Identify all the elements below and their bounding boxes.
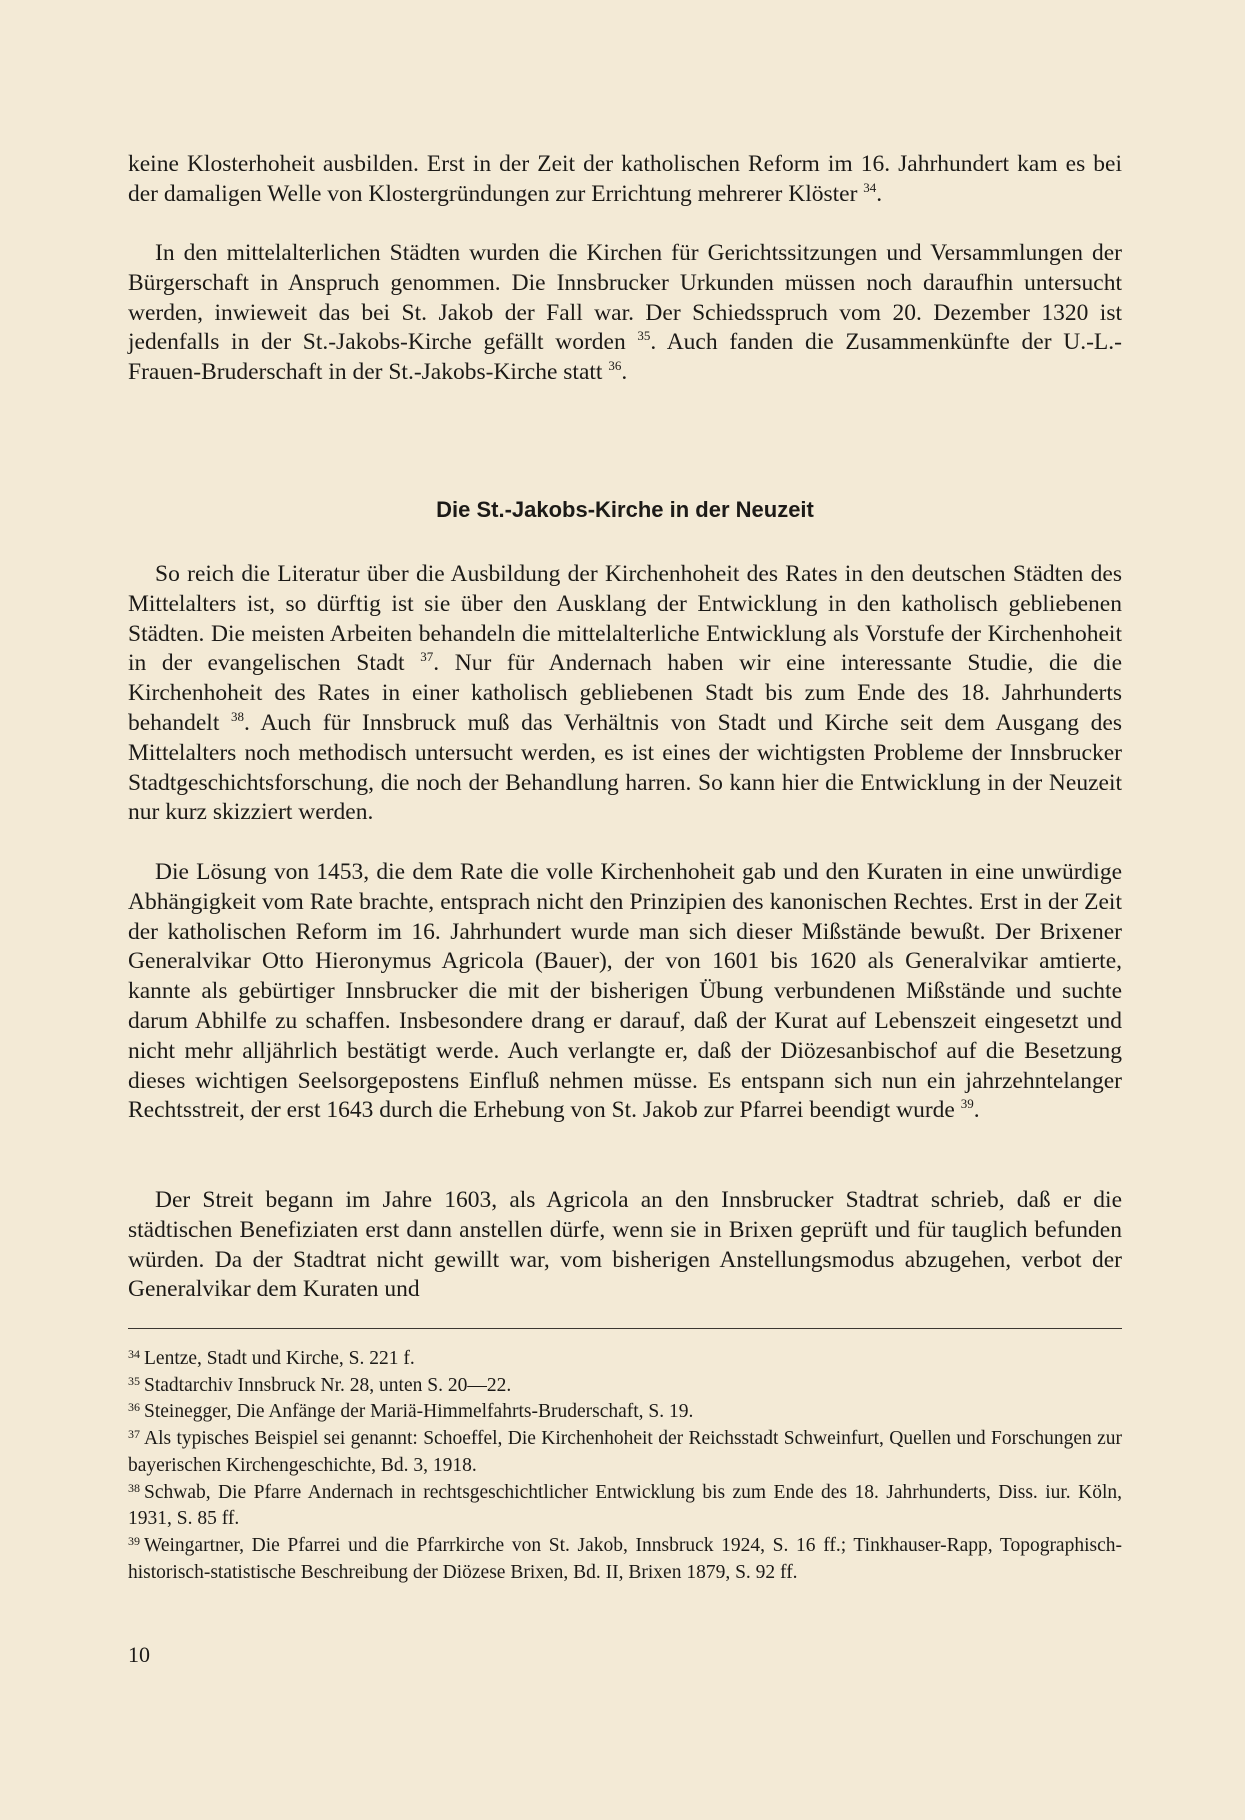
section-heading: Die St.-Jakobs-Kirche in der Neuzeit — [436, 497, 814, 522]
paragraph-text: In den mittelalterlichen Städten wurden die Kirchen für Gerichtssitzungen und Versammlungen der Bürgerschaft in Anspruch genommen. Die Innsbrucker Urkunden müssen noch daraufhin untersucht werden, inwieweit das bei St. Jakob der Fall war. Der Schiedsspruch vom 20. Dezember 1320 ist jedenfalls in der St.-Jakobs-Kirche gefällt worden — [128, 240, 1122, 356]
footnote-ref-38[interactable]: 38 — [231, 708, 245, 724]
footnote-39 — [128, 1533, 1122, 1586]
footnote-text: Stadtarchiv Innsbruck Nr. 28, unten S. 20—22. — [144, 1374, 512, 1396]
footnote-text: Als typisches Beispiel sei genannt: Schoeffel, Die Kirchenhoheit der Reichsstadt Schweinfurt, Quellen und Forschungen zur bayerischen Kirchengeschichte, Bd. 3, 1918. — [128, 1428, 1122, 1476]
paragraph-section-1 — [128, 560, 1122, 828]
footnote-number: 38 — [128, 1480, 140, 1495]
footnote-ref-35[interactable]: 35 — [637, 328, 651, 344]
paragraph-text: . — [876, 180, 883, 207]
paragraph-intro-1 — [128, 150, 1122, 210]
footnote-ref-37[interactable]: 37 — [420, 649, 434, 665]
footnote-text: Steinegger, Die Anfänge der Mariä-Himmelfahrts-Bruderschaft, S. 19. — [144, 1401, 694, 1423]
paragraph-text: . Auch fanden die Zusammenkünfte der U.-L.-Frauen-Bruderschaft in der St.-Jakobs-Kirche statt — [128, 329, 1122, 386]
footnote-ref-39[interactable]: 39 — [960, 1096, 974, 1112]
paragraph-text: So reich die Literatur über die Ausbildung der Kirchenhoheit des Rates in den deutschen Städten des Mittelalters ist, so dürftig ist sie über den Ausklang der Entwicklung in den katholisch gebliebenen Städten. Die meisten Arbeiten behandeln die mittelalterliche Entwicklung als Vorstufe der Kirchenhoheit in der evangelischen Stadt — [128, 561, 1122, 677]
paragraph-text: . — [621, 359, 628, 386]
footnote-34 — [128, 1346, 1122, 1373]
footnote-text: Schwab, Die Pfarre Andernach in rechtsgeschichtlicher Entwicklung bis zum Ende des 18. Jahrhunderts, Diss. iur. Köln, 1931, S. 85 ff. — [128, 1481, 1122, 1530]
paragraph-text: . Auch für Innsbruck muß das Verhältnis von Stadt und Kirche seit dem Ausgang des Mittelalters noch methodisch untersucht werden, es ist eines der wichtigsten Probleme der Innsbrucker Stadtgeschichtsforschung, die noch der Behandlung harren. So kann hier die Entwicklung in der Neuzeit nur kurz skizziert werden. — [128, 709, 1122, 826]
footnote-38 — [128, 1480, 1122, 1533]
paragraph-section-3 — [128, 1186, 1122, 1305]
page-number: 10 — [128, 1642, 150, 1667]
paragraph-intro-2 — [128, 239, 1122, 388]
paragraph-section-2 — [128, 858, 1122, 1126]
footnote-number: 35 — [128, 1373, 140, 1388]
footnote-37 — [128, 1426, 1122, 1479]
paragraph-text: Die Lösung von 1453, die dem Rate die volle Kirchenhoheit gab und den Kuraten in eine unwürdige Abhängigkeit vom Rate brachte, entsprach nicht den Prinzipien des kanonischen Rechtes. Erst in der Zeit der katholischen Reform im 16. Jahrhundert wurde man sich dieser Mißstände bewußt. Der Brixener Generalvikar Otto Hieronymus Agricola (Bauer), der von 1601 bis 1620 als Generalvikar amtierte, kannte als gebürtiger Innsbrucker die mit der bisherigen Übung verbundenen Mißstände und suchte darum Abhilfe zu schaffen. Insbesondere drang er darauf, daß der Kurat auf Lebenszeit eingesetzt und nicht mehr alljährlich bestätigt werde. Auch verlangte er, daß der Diözesanbischof auf die Besetzung dieses wichtigen Seelsorgepostens Einfluß nehmen müsse. Es entspann sich nun ein jahrzehntelanger Rechtsstreit, der erst 1643 durch die Erhebung von St. Jakob zur Pfarrei beendigt wurde — [128, 859, 1122, 1124]
footnote-ref-34[interactable]: 34 — [863, 179, 877, 195]
footnote-number: 34 — [128, 1347, 140, 1361]
paragraph-text: . Nur für Andernach haben wir eine interessante Studie, die die Kirchenhoheit des Rates in einer katholisch gebliebenen Stadt bis zum Ende des 18. Jahrhunderts behandelt — [128, 650, 1123, 736]
footnote-number: 36 — [128, 1400, 140, 1415]
footnote-36 — [128, 1399, 1122, 1426]
footnote-text: Weingartner, Die Pfarrei und die Pfarrkirche von St. Jakob, Innsbruck 1924, S. 16 ff.; Tinkhauser-Rapp, Topographisch-historisch-statistische Beschreibung der Diözese Brixen, Bd. II, Brixen 1879, S. 92 ff. — [128, 1534, 1122, 1583]
footnote-number: 37 — [128, 1427, 140, 1442]
paragraph-text: Der Streit begann im Jahre 1603, als Agricola an den Innsbrucker Stadtrat schrieb, daß er die städtischen Benefiziaten erst dann anstellen dürfe, wenn sie in Brixen geprüft und für tauglich befunden würden. Da der Stadtrat nicht gewillt war, vom bisherigen Anstellungsmodus abzugehen, verbot der Generalvikar dem Kuraten und — [128, 1187, 1122, 1303]
paragraph-text: . — [973, 1097, 980, 1124]
footnote-divider — [128, 1328, 1122, 1329]
footnote-35 — [128, 1373, 1122, 1400]
footnote-ref-36[interactable]: 36 — [608, 358, 622, 374]
footnote-number: 39 — [128, 1533, 140, 1548]
footnotes — [128, 1346, 1122, 1586]
paragraph-text: keine Klosterhoheit ausbilden. Erst in der Zeit der katholischen Reform im 16. Jahrhundert kam es bei der damaligen Welle von Klostergründungen zur Errichtung mehrerer Klöster — [128, 151, 1122, 207]
footnote-text: Lentze, Stadt und Kirche, S. 221 f. — [144, 1348, 415, 1369]
